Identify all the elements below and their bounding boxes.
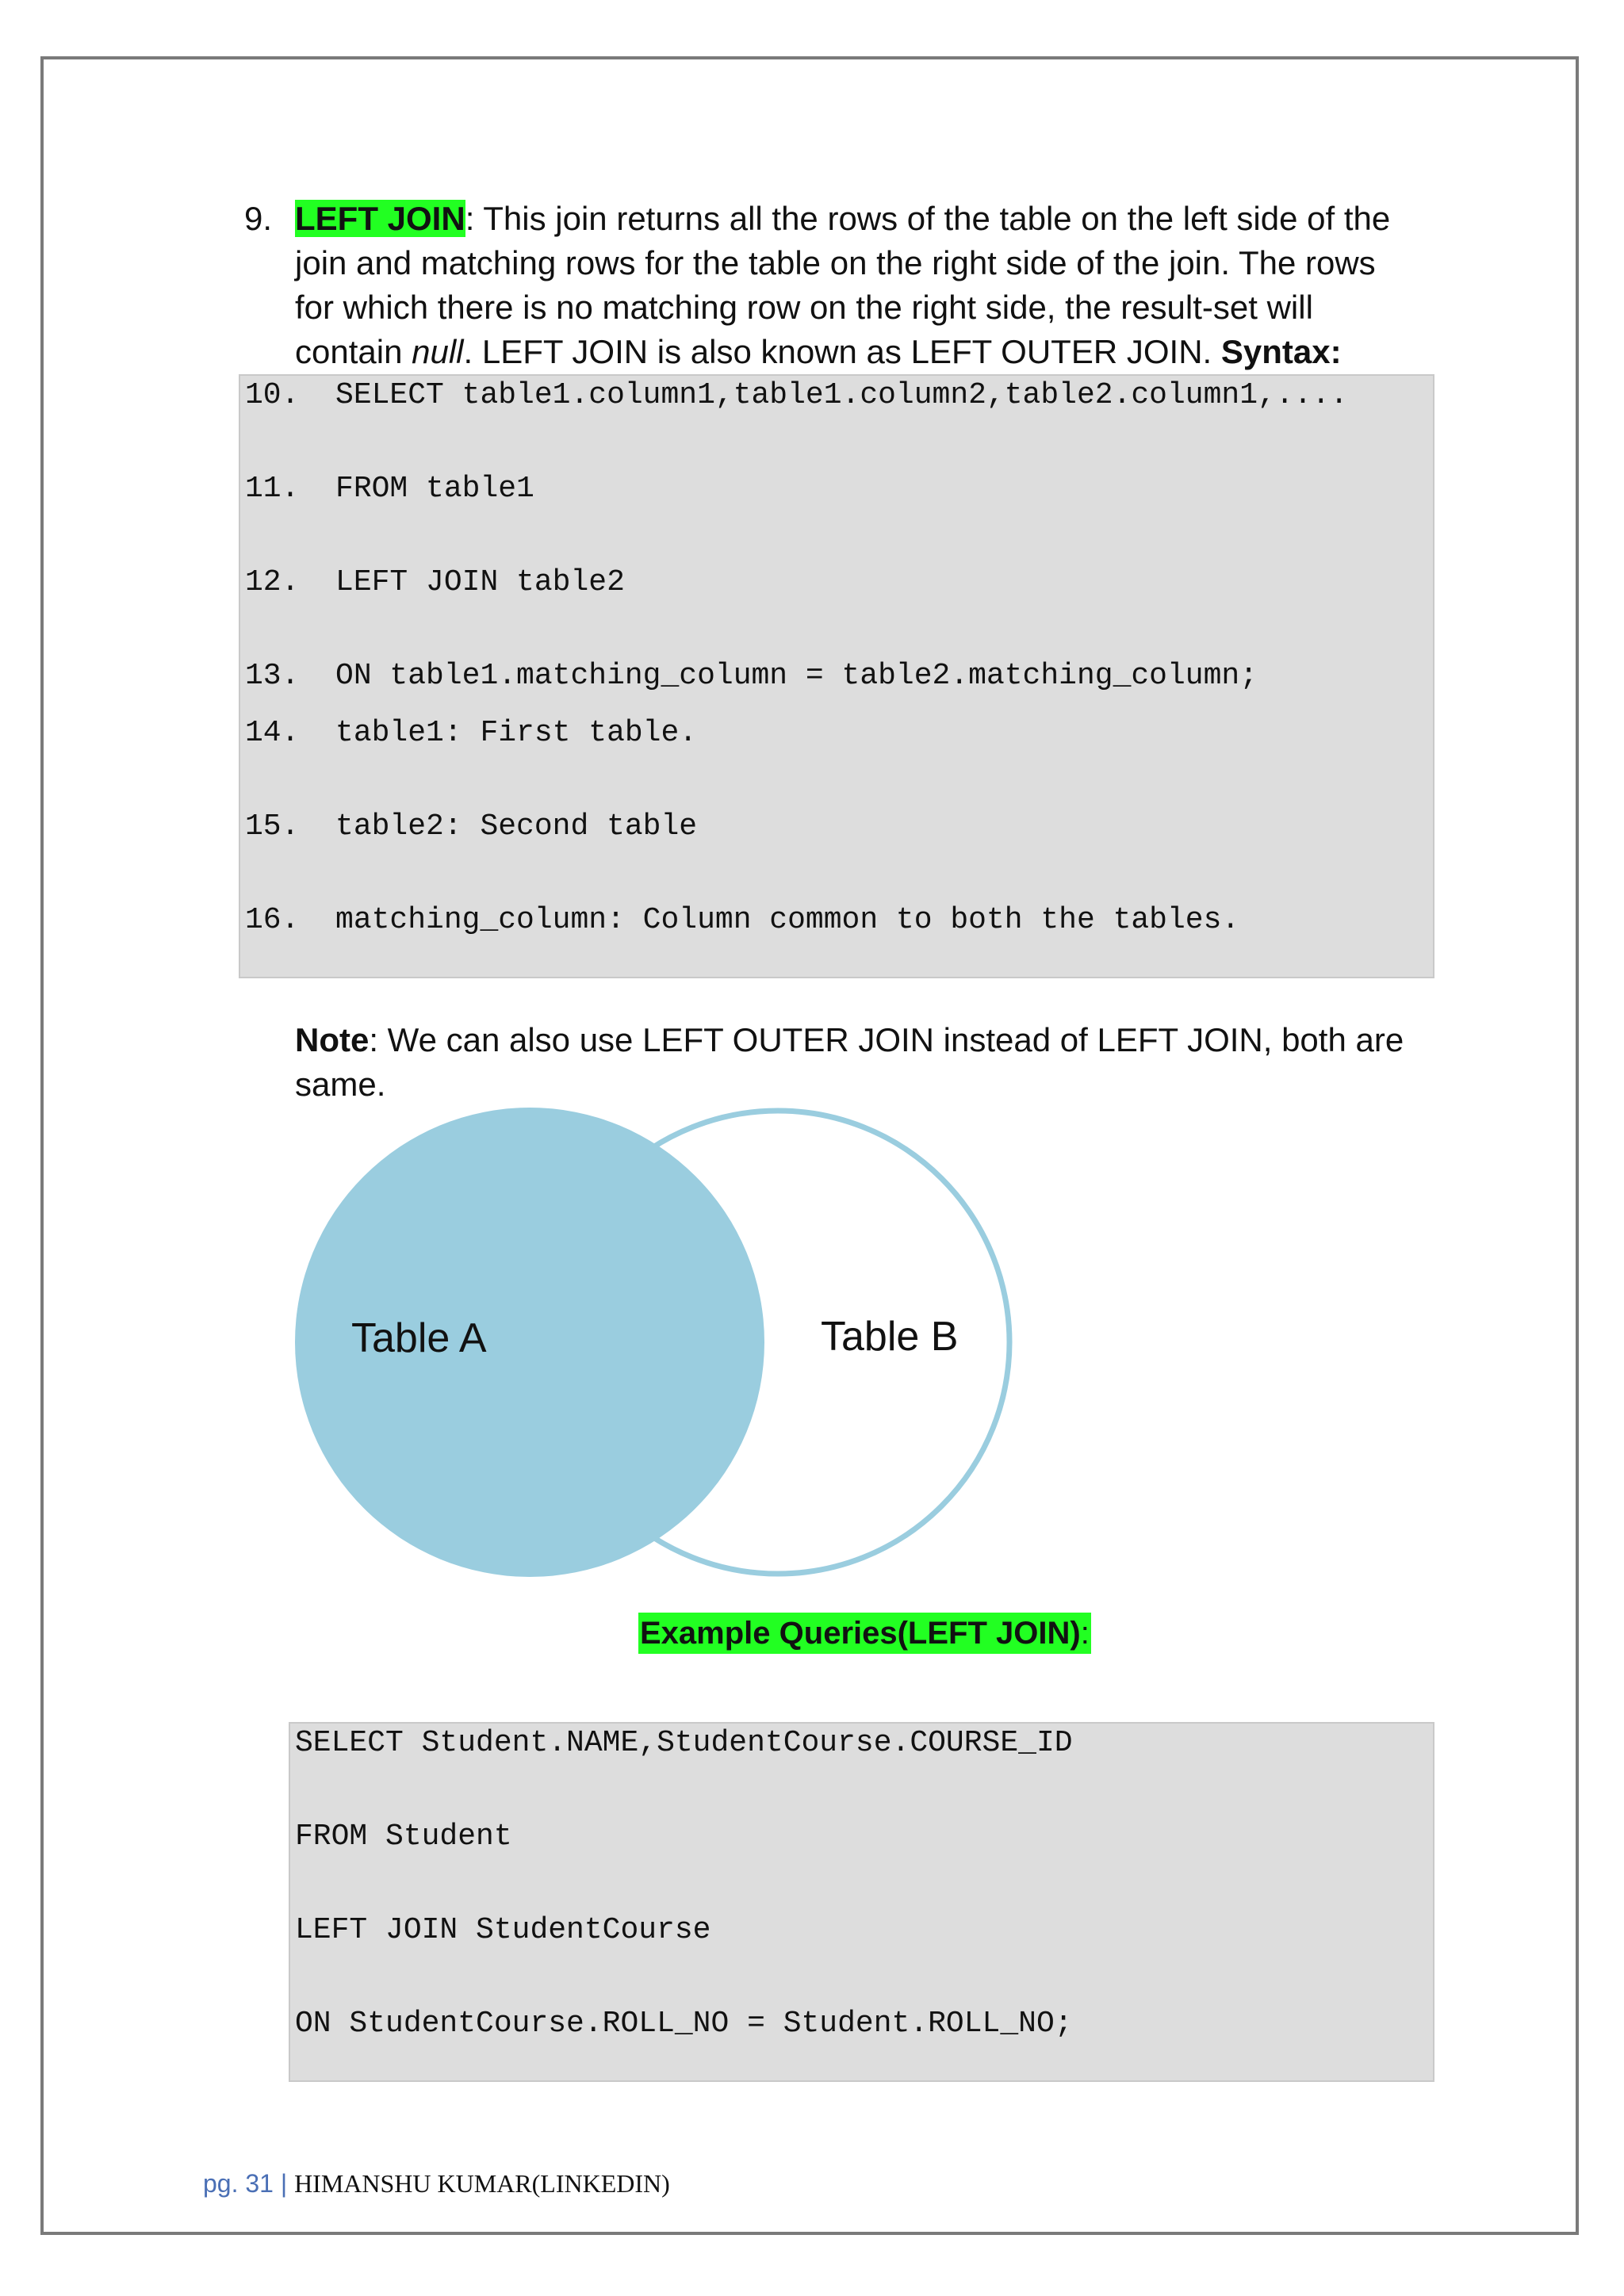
- footer-author: HIMANSHU KUMAR(LINKEDIN): [294, 2169, 670, 2198]
- description-line-2: join and matching rows for the table on the right side of the join. The rows: [295, 244, 1376, 281]
- syntax-line-14: 14. table1: First table.: [245, 716, 698, 750]
- null-term: null: [412, 333, 464, 370]
- example-line-1: SELECT Student.NAME,StudentCourse.COURSE_ID: [295, 1726, 1073, 1760]
- page-number: pg. 31: [203, 2169, 274, 2198]
- description-line-4: [295, 330, 1405, 374]
- syntax-label: Syntax:: [1220, 333, 1342, 370]
- syntax-line-11: 11. FROM table1: [245, 472, 534, 506]
- description-line-1-text: : This join returns all the rows of the table on the left side of the: [465, 200, 1391, 237]
- page-footer: [203, 2168, 670, 2199]
- left-join-description: [295, 197, 1405, 374]
- venn-diagram-left-join: [285, 1098, 1031, 1590]
- example-line-2: FROM Student: [295, 1820, 512, 1854]
- syntax-line-16: 16. matching_column: Column common to both the tables.: [245, 903, 1240, 937]
- example-queries-heading: [638, 1613, 1091, 1654]
- syntax-line-10: 10. SELECT table1.column1,table1.column2,table2.column1,....: [245, 378, 1349, 412]
- syntax-line-13: 13. ON table1.matching_column = table2.matching_column;: [245, 659, 1258, 693]
- list-item-number: 9.: [244, 200, 273, 237]
- syntax-line-12: 12. LEFT JOIN table2: [245, 565, 625, 599]
- note-text-1: : We can also use LEFT OUTER JOIN instead of LEFT JOIN, both are: [369, 1021, 1404, 1058]
- left-join-term: LEFT JOIN: [295, 200, 465, 237]
- description-line-1: [295, 197, 1405, 241]
- example-line-3: LEFT JOIN StudentCourse: [295, 1913, 711, 1947]
- table-a-label: Table A: [351, 1315, 487, 1361]
- note-label: Note: [295, 1021, 370, 1058]
- syntax-line-15: 15. table2: Second table: [245, 809, 698, 844]
- line4-a: contain: [295, 333, 412, 370]
- example-heading-text: Example Queries(LEFT JOIN): [640, 1616, 1081, 1651]
- footer-separator: |: [273, 2169, 295, 2198]
- line4-b: . LEFT JOIN is also known as LEFT OUTER JOIN.: [463, 333, 1221, 370]
- note-line-2: same.: [295, 1066, 386, 1103]
- note-line-1: [295, 1018, 1405, 1062]
- description-line-3: for which there is no matching row on the right side, the result-set will: [295, 289, 1313, 326]
- example-heading-colon: :: [1080, 1616, 1090, 1651]
- example-line-4: ON StudentCourse.ROLL_NO = Student.ROLL_NO;: [295, 2007, 1073, 2041]
- note-paragraph: [295, 1018, 1405, 1107]
- table-b-label: Table B: [821, 1314, 959, 1360]
